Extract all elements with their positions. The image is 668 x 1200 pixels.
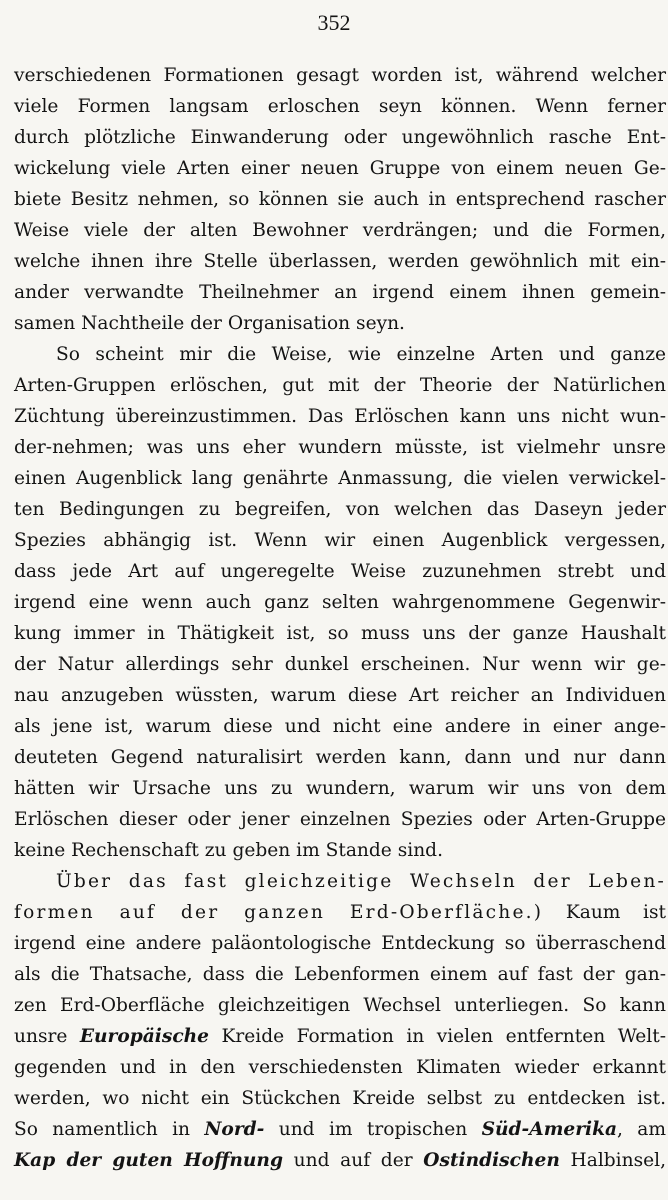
text-body bbox=[14, 60, 666, 1176]
section-heading: Über das fast gleichzeitige Wechseln der Leben- bbox=[56, 871, 666, 892]
text-line: der-nehmen; was uns eher wundern müsste, ist vielmehr unsre bbox=[14, 437, 666, 458]
italic-term: Ostindischen bbox=[423, 1150, 560, 1171]
text-line: Arten-Gruppen erlöschen, gut mit der Theorie der Natürlichen bbox=[14, 375, 666, 396]
text-line: dass jede Art auf ungeregelte Weise zuzunehmen strebt und bbox=[14, 561, 666, 582]
text-fragment: Kaum ist bbox=[543, 902, 666, 923]
text-line: samen Nachtheile der Organisation seyn. bbox=[14, 313, 405, 334]
text-line: Erlöschen dieser oder jener einzelnen Spezies oder Arten-Gruppe bbox=[14, 809, 666, 830]
text-line: So scheint mir die Weise, wie einzelne Arten und ganze bbox=[56, 344, 666, 365]
text-line: gegenden und in den verschiedensten Klimaten wieder erkannt bbox=[14, 1057, 666, 1078]
text-line: zen Erd-Oberfläche gleichzeitigen Wechsel unterliegen. So kann bbox=[14, 995, 666, 1016]
text-fragment: , am bbox=[617, 1119, 667, 1140]
text-line: Spezies abhängig ist. Wenn wir einen Augenblick vergessen, bbox=[14, 530, 666, 551]
text-fragment: und auf der bbox=[282, 1150, 424, 1171]
text-line: wickelung viele Arten einer neuen Gruppe von einem neuen Ge- bbox=[14, 158, 666, 179]
text-line: Weise viele der alten Bewohner verdrängen; und die Formen, bbox=[14, 220, 666, 241]
text-line: deuteten Gegend naturalisirt werden kann, dann und nur dann bbox=[14, 747, 666, 768]
text-line: nau anzugeben wüssten, warum diese Art reicher an Individuen bbox=[14, 685, 666, 706]
text-line: einen Augenblick lang genährte Anmassung, die vielen verwickel- bbox=[14, 468, 666, 489]
text-line: werden, wo nicht ein Stückchen Kreide selbst zu entdecken ist. bbox=[14, 1088, 666, 1109]
text-fragment: unsre bbox=[14, 1026, 80, 1047]
italic-term: Europäische bbox=[79, 1026, 209, 1047]
text-line bbox=[14, 1021, 666, 1052]
text-line: kung immer in Thätigkeit ist, so muss uns der ganze Haushalt bbox=[14, 623, 666, 644]
text-line: als jene ist, warum diese und nicht eine andere in einer ange- bbox=[14, 716, 666, 737]
text-line: durch plötzliche Einwanderung oder ungewöhnlich rasche Ent- bbox=[14, 127, 666, 148]
section-heading: formen auf der ganzen Erd-Oberfläche.) bbox=[14, 902, 544, 923]
text-line bbox=[14, 1114, 666, 1145]
text-line: viele Formen langsam erloschen seyn können. Wenn ferner bbox=[14, 96, 666, 117]
section-heading-line bbox=[14, 866, 666, 897]
text-line: verschiedenen Formationen gesagt worden ist, während welcher bbox=[14, 65, 666, 86]
text-line: irgend eine wenn auch ganz selten wahrgenommene Gegenwir- bbox=[14, 592, 666, 613]
text-line bbox=[14, 1145, 666, 1176]
italic-term: Süd-Amerika bbox=[481, 1119, 617, 1140]
text-line: der Natur allerdings sehr dunkel erscheinen. Nur wenn wir ge- bbox=[14, 654, 666, 675]
italic-term: Kap der guten Hoffnung bbox=[14, 1150, 283, 1171]
text-line: keine Rechenschaft zu geben im Stande sind. bbox=[14, 840, 443, 861]
text-line: biete Besitz nehmen, so können sie auch in entsprechend rascher bbox=[14, 189, 666, 210]
text-line: als die Thatsache, dass die Lebenformen einem auf fast der gan- bbox=[14, 964, 666, 985]
text-line: irgend eine andere paläontologische Entdeckung so überraschend bbox=[14, 933, 666, 954]
text-line: Züchtung übereinzustimmen. Das Erlöschen kann uns nicht wun- bbox=[14, 406, 666, 427]
text-line: hätten wir Ursache uns zu wundern, warum wir uns von dem bbox=[14, 778, 666, 799]
italic-term: Nord- bbox=[204, 1119, 265, 1140]
text-line: ten Bedingungen zu begreifen, von welchen das Daseyn jeder bbox=[14, 499, 666, 520]
text-line: ander verwandte Theilnehmer an irgend einem ihnen gemein- bbox=[14, 282, 666, 303]
section-heading-line bbox=[14, 897, 666, 928]
text-fragment: So namentlich in bbox=[14, 1119, 205, 1140]
text-fragment: und im tropischen bbox=[264, 1119, 482, 1140]
text-fragment: Kreide Formation in vielen entfernten Welt- bbox=[209, 1026, 666, 1047]
page-number: 352 bbox=[317, 10, 351, 35]
text-fragment: Halbinsel, bbox=[559, 1150, 667, 1171]
text-line: welche ihnen ihre Stelle überlassen, werden gewöhnlich mit ein- bbox=[14, 251, 666, 272]
